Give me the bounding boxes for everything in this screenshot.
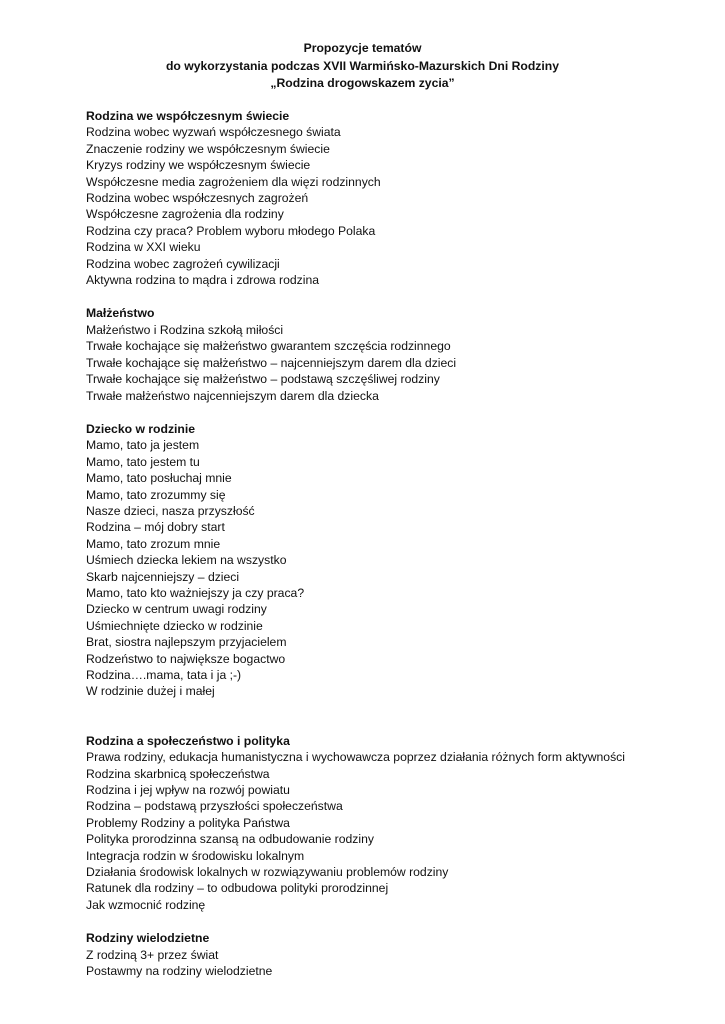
topic-item: Mamo, tato jestem tu — [86, 454, 200, 469]
topic-item: Trwałe kochające się małżeństwo gwarantem szczęścia rodzinnego — [86, 339, 451, 354]
topic-item: Działania środowisk lokalnych w rozwiązywaniu problemów rodziny — [86, 865, 449, 880]
section-title: Rodzina we współczesnym świecie — [86, 109, 290, 123]
topic-item: Rodzina czy praca? Problem wyboru młodego Polaka — [86, 223, 376, 238]
topic-item: Mamo, tato zrozummy się — [86, 487, 226, 502]
section-society-politics — [86, 733, 686, 913]
topic-item: Aktywna rodzina to mądra i zdrowa rodzina — [86, 273, 320, 288]
topic-item: Współczesne zagrożenia dla rodziny — [86, 207, 284, 222]
header-motto: „Rodzina drogowskazem zycia” — [270, 76, 455, 90]
header-title: Propozycje tematów — [303, 41, 422, 55]
section-title: Rodzina a społeczeństwo i polityka — [86, 733, 290, 748]
topic-item: Mamo, tato ja jestem — [86, 438, 200, 453]
topic-item: Współczesne media zagrożeniem dla więzi rodzinnych — [86, 174, 381, 189]
topics-content — [86, 108, 686, 997]
topic-item: Rodzina w XXI wieku — [86, 240, 201, 255]
topic-item: Nasze dzieci, nasza przyszłość — [86, 503, 255, 518]
topic-item: Znaczenie rodziny we współczesnym świecie — [86, 141, 330, 156]
topic-item: Dziecko w centrum uwagi rodziny — [86, 602, 267, 617]
topic-item: Rodzeństwo to największe bogactwo — [86, 651, 286, 666]
topic-item: Rodzina i jej wpływ na rozwój powiatu — [86, 783, 290, 798]
header-subtitle: do wykorzystania podczas XVII Warmińsko-Mazurskich Dni Rodziny — [165, 58, 560, 73]
topic-item: Mamo, tato kto ważniejszy ja czy praca? — [86, 585, 305, 600]
topic-item: Uśmiech dziecka lekiem na wszystko — [86, 553, 287, 568]
section-title: Dziecko w rodzinie — [86, 421, 196, 436]
topic-item: Trwałe kochające się małżeństwo – najcenniejszym darem dla dzieci — [86, 355, 457, 370]
topic-item: Jak wzmocnić rodzinę — [86, 897, 206, 912]
topic-item: Rodzina – podstawą przyszłości społeczeństwa — [86, 799, 343, 814]
topic-item: Mamo, tato zrozum mnie — [86, 536, 221, 551]
topic-item: Rodzina wobec współczesnych zagrożeń — [86, 191, 309, 206]
topic-item: Trwałe kochające się małżeństwo – podstawą szczęśliwej rodziny — [86, 372, 440, 387]
topic-item: Polityka prorodzinna szansą na odbudowanie rodziny — [86, 832, 374, 847]
topic-item: Integracja rodzin w środowisku lokalnym — [86, 848, 305, 863]
topic-item: Rodzina wobec wyzwań współczesnego świata — [86, 125, 341, 140]
topic-item: Uśmiechnięte dziecko w rodzinie — [86, 618, 263, 633]
topic-item: Rodzina skarbnicą społeczeństwa — [86, 766, 270, 781]
topic-item: Problemy Rodziny a polityka Państwa — [86, 815, 290, 830]
topic-item: Ratunek dla rodziny – to odbudowa polityki prorodzinnej — [86, 881, 389, 896]
topic-item: Rodzina….mama, tata i ja ;-) — [86, 668, 242, 682]
topic-item: Rodzina wobec zagrożeń cywilizacji — [86, 256, 280, 271]
topic-item: Skarb najcenniejszy – dzieci — [86, 569, 240, 584]
topic-item: Prawa rodziny, edukacja humanistyczna i wychowawcza poprzez działania różnych form aktywności — [86, 750, 625, 765]
topic-item: Mamo, tato posłuchaj mnie — [86, 471, 232, 486]
section-title: Małżeństwo — [86, 306, 155, 321]
section-modern-world — [86, 108, 686, 288]
topic-item: Postawmy na rodziny wielodzietne — [86, 964, 273, 979]
topic-item: Kryzys rodziny we współczesnym świecie — [86, 158, 311, 173]
section-child-in-family — [86, 421, 686, 700]
section-marriage — [86, 305, 686, 403]
topic-item: Małżeństwo i Rodzina szkołą miłości — [86, 322, 284, 337]
topic-item: Brat, siostra najlepszym przyjacielem — [86, 635, 287, 650]
topic-item: Z rodziną 3+ przez świat — [86, 947, 219, 962]
topic-item: Trwałe małżeństwo najcenniejszym darem dla dziecka — [86, 388, 379, 403]
section-large-families — [86, 930, 686, 979]
topic-item: Rodzina – mój dobry start — [86, 520, 225, 535]
section-title: Rodziny wielodzietne — [86, 931, 210, 946]
document-header — [0, 40, 725, 93]
topic-item: W rodzinie dużej i małej — [86, 684, 215, 699]
